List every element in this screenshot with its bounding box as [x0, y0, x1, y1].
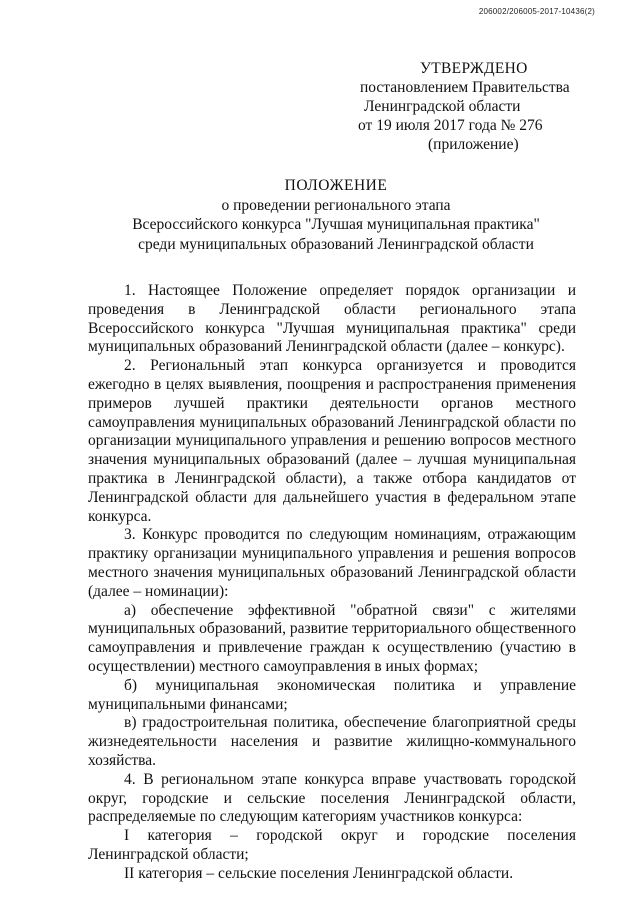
title-line-1: о проведении регионального этапа — [221, 196, 451, 214]
title-heading: ПОЛОЖЕНИЕ — [284, 177, 388, 194]
document-body — [88, 282, 576, 884]
approval-line-appendix: (приложение) — [428, 136, 519, 153]
approval-stamp — [358, 59, 588, 154]
paragraph-3c: в) градостроительная политика, обеспечение благоприятной среды жизнедеятельности населения и развитие жилищно-коммунального хозяйства. — [88, 714, 576, 769]
paragraph-4: 4. В региональном этапе конкурса вправе участвовать городской округ, городские и сельские поселения Ленинградской области, распределяемые по следующим категориям участников конкурса: — [88, 770, 576, 826]
paragraph-3a: а) обеспечение эффективной "обратной связи" с жителями муниципальных образований, развитие территориального общественного самоуправления и привлечение граждан к осуществлению (участию в осуществлении) местного самоуправления в иных формах; — [88, 601, 576, 675]
approval-line-approved: УТВЕРЖДЕНО — [420, 60, 528, 77]
title-line-2: Всероссийского конкурса "Лучшая муниципальная практика" — [132, 216, 540, 233]
paragraph-1: 1. Настоящее Положение определяет порядок организации и проведения в Ленинградской области регионального этапа Всероссийского конкурса "Лучшая муниципальная практика" среди муниципальных образований Ленинградской области (далее – конкурс). — [88, 282, 576, 356]
paragraph-2: 2. Региональный этап конкурса организуется и проводится ежегодно в целях выявления, поощрения и распространения применения примеров лучшей практики деятельности органов местного самоуправления муниципальных образований Ленинградской области по организации муниципального управления и решению вопросов местного значения муниципальных образований (далее – лучшая муниципальная практика в Ленинградской области), а также отбора кандидатов от Ленинградской области для дальнейшего участия в федеральном этапе конкурса. — [88, 357, 576, 525]
title-line-3: среди муниципальных образований Ленинградской области — [138, 235, 534, 253]
approval-line-date: от 19 июля 2017 года № 276 — [358, 117, 543, 134]
approval-line-resolution: постановлением Правительства — [360, 79, 570, 96]
paragraph-4-category-2: II категория – сельские поселения Ленинградской области. — [124, 864, 514, 882]
document-number: 206002/206005-2017-10436(2) — [478, 7, 595, 16]
approval-line-region: Ленинградской области — [364, 98, 521, 115]
paragraph-3: 3. Конкурс проводится по следующим номинациям, отражающим практику организации муниципального управления и решения вопросов местного значения муниципальных образований Ленинградской области (далее – номинации): — [88, 526, 576, 600]
paragraph-4-category-1: I категория – городской округ и городские поселения Ленинградской области; — [88, 827, 576, 863]
paragraph-3b: б) муниципальная экономическая политика и управление муниципальными финансами; — [88, 676, 576, 713]
document-title — [88, 176, 584, 254]
